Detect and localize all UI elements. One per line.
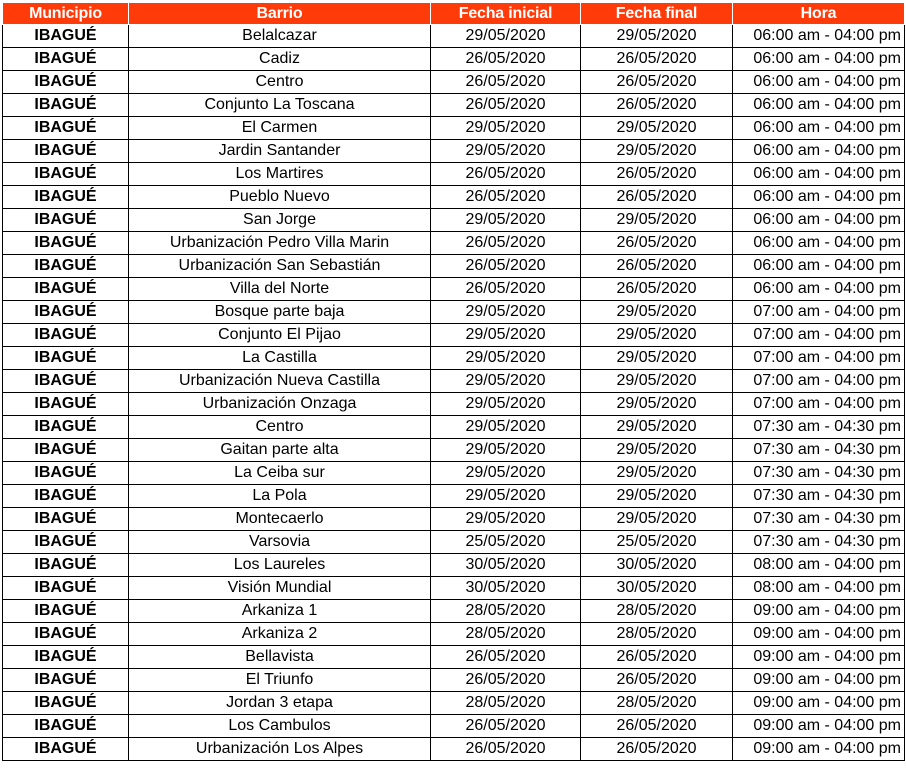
cell-fecha-final: 29/05/2020 xyxy=(581,324,733,347)
cell-fecha-final: 26/05/2020 xyxy=(581,255,733,278)
cell-barrio: Varsovia xyxy=(129,531,431,554)
cell-fecha-final: 29/05/2020 xyxy=(581,508,733,531)
cell-municipio: IBAGUÉ xyxy=(3,255,129,278)
cell-fecha-inicial: 28/05/2020 xyxy=(431,692,581,715)
cell-hora: 06:00 am - 04:00 pm xyxy=(733,25,905,48)
cell-fecha-inicial: 29/05/2020 xyxy=(431,347,581,370)
cell-hora: 07:30 am - 04:30 pm xyxy=(733,508,905,531)
header-row xyxy=(3,3,905,25)
cell-fecha-final: 26/05/2020 xyxy=(581,94,733,117)
table-row xyxy=(3,25,905,48)
cell-hora: 09:00 am - 04:00 pm xyxy=(733,715,905,738)
cell-municipio: IBAGUÉ xyxy=(3,48,129,71)
table-row xyxy=(3,692,905,715)
cell-hora: 07:30 am - 04:30 pm xyxy=(733,531,905,554)
cell-fecha-final: 30/05/2020 xyxy=(581,554,733,577)
cell-hora: 06:00 am - 04:00 pm xyxy=(733,209,905,232)
table-row xyxy=(3,669,905,692)
header-hora: Hora xyxy=(733,3,905,25)
cell-hora: 07:30 am - 04:30 pm xyxy=(733,462,905,485)
table-row xyxy=(3,416,905,439)
cell-municipio: IBAGUÉ xyxy=(3,485,129,508)
cell-municipio: IBAGUÉ xyxy=(3,692,129,715)
cell-municipio: IBAGUÉ xyxy=(3,186,129,209)
cell-municipio: IBAGUÉ xyxy=(3,623,129,646)
cell-fecha-inicial: 26/05/2020 xyxy=(431,278,581,301)
cell-hora: 06:00 am - 04:00 pm xyxy=(733,278,905,301)
cell-municipio: IBAGUÉ xyxy=(3,324,129,347)
table-row xyxy=(3,439,905,462)
cell-fecha-final: 29/05/2020 xyxy=(581,485,733,508)
cell-fecha-final: 26/05/2020 xyxy=(581,738,733,761)
header-barrio: Barrio xyxy=(129,3,431,25)
cell-fecha-final: 26/05/2020 xyxy=(581,71,733,94)
cell-municipio: IBAGUÉ xyxy=(3,370,129,393)
cell-barrio: Los Cambulos xyxy=(129,715,431,738)
cell-municipio: IBAGUÉ xyxy=(3,393,129,416)
cell-municipio: IBAGUÉ xyxy=(3,738,129,761)
cell-barrio: San Jorge xyxy=(129,209,431,232)
table-row xyxy=(3,393,905,416)
cell-fecha-inicial: 26/05/2020 xyxy=(431,255,581,278)
cell-municipio: IBAGUÉ xyxy=(3,416,129,439)
table-row xyxy=(3,347,905,370)
schedule-table xyxy=(2,2,905,761)
cell-barrio: Conjunto El Pijao xyxy=(129,324,431,347)
cell-hora: 09:00 am - 04:00 pm xyxy=(733,692,905,715)
cell-barrio: Centro xyxy=(129,71,431,94)
cell-municipio: IBAGUÉ xyxy=(3,531,129,554)
cell-barrio: La Ceiba sur xyxy=(129,462,431,485)
cell-hora: 07:00 am - 04:00 pm xyxy=(733,324,905,347)
cell-municipio: IBAGUÉ xyxy=(3,508,129,531)
cell-fecha-inicial: 26/05/2020 xyxy=(431,738,581,761)
table-row xyxy=(3,508,905,531)
cell-municipio: IBAGUÉ xyxy=(3,71,129,94)
cell-hora: 07:30 am - 04:30 pm xyxy=(733,485,905,508)
cell-barrio: Villa del Norte xyxy=(129,278,431,301)
cell-barrio: Bellavista xyxy=(129,646,431,669)
cell-fecha-final: 28/05/2020 xyxy=(581,692,733,715)
cell-barrio: El Carmen xyxy=(129,117,431,140)
cell-municipio: IBAGUÉ xyxy=(3,577,129,600)
cell-municipio: IBAGUÉ xyxy=(3,117,129,140)
cell-municipio: IBAGUÉ xyxy=(3,94,129,117)
cell-fecha-final: 30/05/2020 xyxy=(581,577,733,600)
cell-fecha-inicial: 26/05/2020 xyxy=(431,94,581,117)
cell-hora: 06:00 am - 04:00 pm xyxy=(733,48,905,71)
cell-barrio: Urbanización Pedro Villa Marin xyxy=(129,232,431,255)
table-row xyxy=(3,462,905,485)
cell-barrio: Centro xyxy=(129,416,431,439)
cell-fecha-inicial: 29/05/2020 xyxy=(431,393,581,416)
cell-fecha-inicial: 29/05/2020 xyxy=(431,462,581,485)
cell-hora: 07:30 am - 04:30 pm xyxy=(733,416,905,439)
cell-fecha-final: 26/05/2020 xyxy=(581,278,733,301)
cell-hora: 09:00 am - 04:00 pm xyxy=(733,600,905,623)
cell-fecha-inicial: 29/05/2020 xyxy=(431,301,581,324)
cell-fecha-inicial: 29/05/2020 xyxy=(431,324,581,347)
cell-hora: 06:00 am - 04:00 pm xyxy=(733,140,905,163)
cell-barrio: Arkaniza 2 xyxy=(129,623,431,646)
cell-fecha-inicial: 29/05/2020 xyxy=(431,416,581,439)
cell-fecha-final: 29/05/2020 xyxy=(581,347,733,370)
cell-hora: 08:00 am - 04:00 pm xyxy=(733,554,905,577)
cell-barrio: Los Laureles xyxy=(129,554,431,577)
table-row xyxy=(3,163,905,186)
cell-fecha-final: 26/05/2020 xyxy=(581,669,733,692)
cell-fecha-final: 29/05/2020 xyxy=(581,416,733,439)
table-header xyxy=(3,3,905,25)
table-row xyxy=(3,48,905,71)
cell-fecha-inicial: 28/05/2020 xyxy=(431,623,581,646)
table-row xyxy=(3,623,905,646)
table-row xyxy=(3,301,905,324)
cell-fecha-final: 29/05/2020 xyxy=(581,393,733,416)
cell-fecha-inicial: 26/05/2020 xyxy=(431,186,581,209)
cell-barrio: Urbanización San Sebastián xyxy=(129,255,431,278)
cell-fecha-inicial: 29/05/2020 xyxy=(431,485,581,508)
table-row xyxy=(3,209,905,232)
cell-fecha-inicial: 26/05/2020 xyxy=(431,163,581,186)
cell-barrio: Jordan 3 etapa xyxy=(129,692,431,715)
cell-hora: 06:00 am - 04:00 pm xyxy=(733,186,905,209)
table-row xyxy=(3,232,905,255)
cell-municipio: IBAGUÉ xyxy=(3,209,129,232)
cell-municipio: IBAGUÉ xyxy=(3,462,129,485)
cell-barrio: Urbanización Onzaga xyxy=(129,393,431,416)
cell-barrio: Belalcazar xyxy=(129,25,431,48)
cell-fecha-final: 26/05/2020 xyxy=(581,163,733,186)
cell-hora: 09:00 am - 04:00 pm xyxy=(733,623,905,646)
cell-fecha-final: 29/05/2020 xyxy=(581,439,733,462)
cell-hora: 06:00 am - 04:00 pm xyxy=(733,255,905,278)
cell-fecha-inicial: 29/05/2020 xyxy=(431,209,581,232)
table-row xyxy=(3,554,905,577)
cell-hora: 09:00 am - 04:00 pm xyxy=(733,646,905,669)
cell-municipio: IBAGUÉ xyxy=(3,715,129,738)
cell-fecha-inicial: 29/05/2020 xyxy=(431,25,581,48)
cell-fecha-inicial: 26/05/2020 xyxy=(431,715,581,738)
cell-hora: 07:30 am - 04:30 pm xyxy=(733,439,905,462)
cell-fecha-inicial: 30/05/2020 xyxy=(431,554,581,577)
table-row xyxy=(3,117,905,140)
cell-barrio: Visión Mundial xyxy=(129,577,431,600)
cell-municipio: IBAGUÉ xyxy=(3,301,129,324)
cell-municipio: IBAGUÉ xyxy=(3,25,129,48)
cell-fecha-final: 29/05/2020 xyxy=(581,209,733,232)
cell-municipio: IBAGUÉ xyxy=(3,278,129,301)
cell-barrio: Los Martires xyxy=(129,163,431,186)
cell-municipio: IBAGUÉ xyxy=(3,232,129,255)
cell-fecha-inicial: 29/05/2020 xyxy=(431,140,581,163)
table-row xyxy=(3,370,905,393)
cell-hora: 06:00 am - 04:00 pm xyxy=(733,117,905,140)
cell-hora: 09:00 am - 04:00 pm xyxy=(733,738,905,761)
cell-fecha-final: 26/05/2020 xyxy=(581,646,733,669)
schedule-sheet xyxy=(2,2,905,761)
cell-fecha-final: 26/05/2020 xyxy=(581,715,733,738)
cell-barrio: Jardin Santander xyxy=(129,140,431,163)
cell-fecha-inicial: 30/05/2020 xyxy=(431,577,581,600)
cell-hora: 06:00 am - 04:00 pm xyxy=(733,71,905,94)
cell-fecha-final: 25/05/2020 xyxy=(581,531,733,554)
table-row xyxy=(3,324,905,347)
table-row xyxy=(3,278,905,301)
cell-fecha-final: 26/05/2020 xyxy=(581,48,733,71)
cell-fecha-final: 29/05/2020 xyxy=(581,301,733,324)
table-row xyxy=(3,531,905,554)
cell-hora: 07:00 am - 04:00 pm xyxy=(733,347,905,370)
cell-fecha-final: 29/05/2020 xyxy=(581,140,733,163)
cell-barrio: Cadiz xyxy=(129,48,431,71)
cell-municipio: IBAGUÉ xyxy=(3,439,129,462)
cell-barrio: Bosque parte baja xyxy=(129,301,431,324)
cell-barrio: Conjunto La Toscana xyxy=(129,94,431,117)
table-row xyxy=(3,646,905,669)
cell-fecha-final: 29/05/2020 xyxy=(581,25,733,48)
cell-fecha-final: 28/05/2020 xyxy=(581,600,733,623)
cell-fecha-inicial: 26/05/2020 xyxy=(431,646,581,669)
cell-hora: 07:00 am - 04:00 pm xyxy=(733,370,905,393)
cell-municipio: IBAGUÉ xyxy=(3,554,129,577)
table-row xyxy=(3,715,905,738)
cell-municipio: IBAGUÉ xyxy=(3,163,129,186)
header-fecha-inicial: Fecha inicial xyxy=(431,3,581,25)
cell-municipio: IBAGUÉ xyxy=(3,669,129,692)
cell-fecha-final: 26/05/2020 xyxy=(581,232,733,255)
cell-fecha-inicial: 28/05/2020 xyxy=(431,600,581,623)
cell-fecha-inicial: 29/05/2020 xyxy=(431,508,581,531)
cell-municipio: IBAGUÉ xyxy=(3,600,129,623)
header-fecha-final: Fecha final xyxy=(581,3,733,25)
cell-barrio: Pueblo Nuevo xyxy=(129,186,431,209)
cell-fecha-inicial: 29/05/2020 xyxy=(431,370,581,393)
table-row xyxy=(3,485,905,508)
cell-hora: 08:00 am - 04:00 pm xyxy=(733,577,905,600)
cell-fecha-inicial: 29/05/2020 xyxy=(431,439,581,462)
cell-municipio: IBAGUÉ xyxy=(3,646,129,669)
cell-fecha-inicial: 25/05/2020 xyxy=(431,531,581,554)
cell-hora: 07:00 am - 04:00 pm xyxy=(733,393,905,416)
cell-barrio: La Castilla xyxy=(129,347,431,370)
cell-fecha-final: 29/05/2020 xyxy=(581,117,733,140)
cell-fecha-final: 29/05/2020 xyxy=(581,370,733,393)
cell-fecha-inicial: 26/05/2020 xyxy=(431,71,581,94)
cell-hora: 06:00 am - 04:00 pm xyxy=(733,232,905,255)
cell-municipio: IBAGUÉ xyxy=(3,347,129,370)
cell-hora: 06:00 am - 04:00 pm xyxy=(733,163,905,186)
cell-barrio: Arkaniza 1 xyxy=(129,600,431,623)
table-row xyxy=(3,255,905,278)
cell-barrio: Montecaerlo xyxy=(129,508,431,531)
header-municipio: Municipio xyxy=(3,3,129,25)
table-row xyxy=(3,186,905,209)
table-row xyxy=(3,600,905,623)
cell-fecha-final: 26/05/2020 xyxy=(581,186,733,209)
table-row xyxy=(3,94,905,117)
cell-barrio: Gaitan parte alta xyxy=(129,439,431,462)
table-row xyxy=(3,71,905,94)
cell-barrio: La Pola xyxy=(129,485,431,508)
cell-barrio: Urbanización Nueva Castilla xyxy=(129,370,431,393)
table-row xyxy=(3,140,905,163)
cell-municipio: IBAGUÉ xyxy=(3,140,129,163)
table-row xyxy=(3,577,905,600)
cell-barrio: El Triunfo xyxy=(129,669,431,692)
cell-hora: 06:00 am - 04:00 pm xyxy=(733,94,905,117)
cell-barrio: Urbanización Los Alpes xyxy=(129,738,431,761)
cell-fecha-final: 29/05/2020 xyxy=(581,462,733,485)
table-body xyxy=(3,25,905,761)
cell-fecha-inicial: 26/05/2020 xyxy=(431,48,581,71)
cell-hora: 09:00 am - 04:00 pm xyxy=(733,669,905,692)
cell-fecha-inicial: 26/05/2020 xyxy=(431,232,581,255)
table-row xyxy=(3,738,905,761)
cell-hora: 07:00 am - 04:00 pm xyxy=(733,301,905,324)
cell-fecha-final: 28/05/2020 xyxy=(581,623,733,646)
cell-fecha-inicial: 29/05/2020 xyxy=(431,117,581,140)
cell-fecha-inicial: 26/05/2020 xyxy=(431,669,581,692)
